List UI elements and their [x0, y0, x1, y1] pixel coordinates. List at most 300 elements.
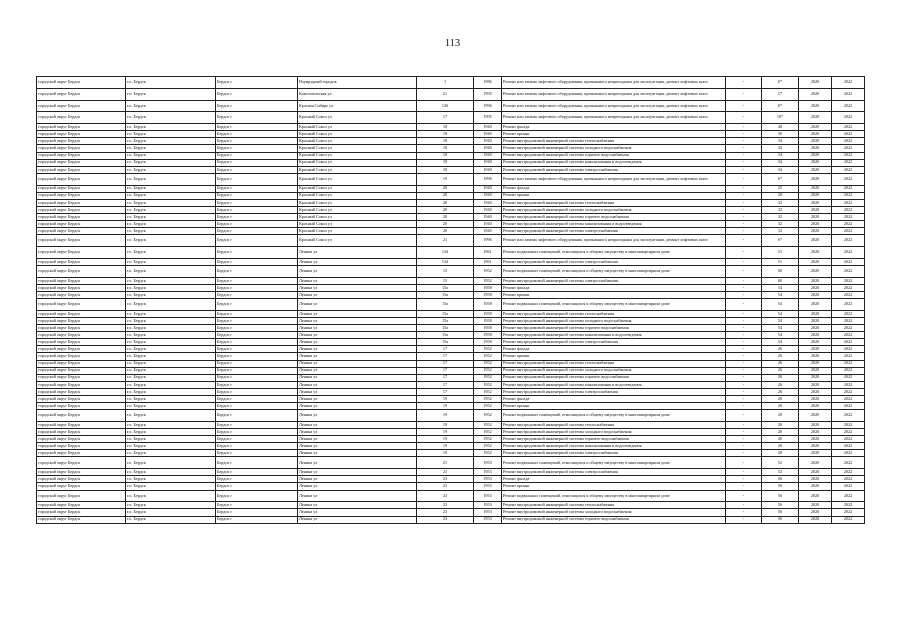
build-year-cell: 1952 [474, 436, 502, 443]
work-type-cell: Ремонт фасада [502, 346, 726, 353]
district-cell: г.о. Бердск [126, 469, 216, 476]
value-cell: 40 [762, 124, 799, 131]
house-number-cell: 18 [417, 131, 474, 138]
end-year-cell: 2022 [832, 395, 865, 402]
settlement-cell: Бердск г [216, 100, 298, 112]
street-cell: Ленина ул [298, 381, 417, 388]
municipality-cell: городской округ Бердск [37, 291, 126, 298]
end-year-cell: 2022 [832, 483, 865, 490]
start-year-cell: 2020 [799, 77, 832, 89]
district-cell: г.о. Бердск [126, 159, 216, 166]
district-cell: г.о. Бердск [126, 490, 216, 502]
municipality-cell: городской округ Бердск [37, 206, 126, 213]
street-cell: Ленина ул [298, 429, 417, 436]
settlement-cell: Бердск г [216, 457, 298, 469]
settlement-cell: Бердск г [216, 124, 298, 131]
build-year-cell: 1952 [474, 265, 502, 277]
end-year-cell: 2022 [832, 166, 865, 173]
end-year-cell: 2022 [832, 367, 865, 374]
work-type-cell: Ремонт внутридомовой инженерной системы теплоснабжения [502, 310, 726, 317]
work-type-cell: Ремонт внутридомовой инженерной системы канализования и водоотведения [502, 159, 726, 166]
dash-cell: - [726, 152, 762, 159]
district-cell: г.о. Бердск [126, 429, 216, 436]
house-number-cell: 20 [417, 221, 474, 228]
settlement-cell: Бердск г [216, 332, 298, 339]
house-number-cell: 17 [417, 360, 474, 367]
municipality-cell: городской округ Бердск [37, 166, 126, 173]
value-cell: 26 [762, 388, 799, 395]
house-number-cell: 17 [417, 374, 474, 381]
value-cell: 51 [762, 258, 799, 265]
table-row [37, 131, 865, 138]
street-cell: Ленина ул [298, 516, 417, 523]
district-cell: г.о. Бердск [126, 388, 216, 395]
dash-cell: - [726, 228, 762, 235]
district-cell: г.о. Бердск [126, 228, 216, 235]
street-cell: Ленина ул [298, 457, 417, 469]
settlement-cell: Бердск г [216, 360, 298, 367]
start-year-cell: 2020 [799, 88, 832, 100]
dash-cell: - [726, 381, 762, 388]
value-cell: 6* [762, 77, 799, 89]
settlement-cell: Бердск г [216, 145, 298, 152]
work-type-cell: Ремонт подвальных помещений, относящихся к общему имуществу в многоквартирном доме [502, 490, 726, 502]
build-year-cell: 1958 [474, 325, 502, 332]
value-cell: 32 [762, 206, 799, 213]
settlement-cell: Бердск г [216, 235, 298, 247]
house-number-cell: 23 [417, 509, 474, 516]
dash-cell: - [726, 395, 762, 402]
house-number-cell: 134 [417, 258, 474, 265]
street-cell: Ленина ул [298, 469, 417, 476]
end-year-cell: 2022 [832, 112, 865, 124]
table-row [37, 469, 865, 476]
end-year-cell: 2022 [832, 173, 865, 185]
build-year-cell: 1940 [474, 166, 502, 173]
settlement-cell: Бердск г [216, 152, 298, 159]
dash-cell: - [726, 131, 762, 138]
settlement-cell: Бердск г [216, 258, 298, 265]
work-type-cell: Ремонт внутридомовой инженерной системы электроснабжения [502, 450, 726, 457]
value-cell: 20 [762, 410, 799, 422]
build-year-cell: 1940 [474, 145, 502, 152]
start-year-cell: 2020 [799, 469, 832, 476]
work-type-cell: Ремонт внутридомовой инженерной системы горячего водоснабжения [502, 214, 726, 221]
start-year-cell: 2020 [799, 374, 832, 381]
start-year-cell: 2020 [799, 332, 832, 339]
municipality-cell: городской округ Бердск [37, 410, 126, 422]
start-year-cell: 2020 [799, 214, 832, 221]
street-cell: Красный Сокол ул [298, 221, 417, 228]
settlement-cell: Бердск г [216, 185, 298, 192]
end-year-cell: 2022 [832, 509, 865, 516]
table-row [37, 206, 865, 213]
dash-cell: - [726, 450, 762, 457]
table-row [37, 403, 865, 410]
end-year-cell: 2022 [832, 88, 865, 100]
settlement-cell: Бердск г [216, 443, 298, 450]
house-number-cell: 20 [417, 192, 474, 199]
dash-cell: - [726, 214, 762, 221]
municipality-cell: городской округ Бердск [37, 299, 126, 311]
house-number-cell: 19 [417, 436, 474, 443]
municipality-cell: городской округ Бердск [37, 421, 126, 428]
settlement-cell: Бердск г [216, 173, 298, 185]
dash-cell: - [726, 332, 762, 339]
district-cell: г.о. Бердск [126, 436, 216, 443]
table-row [37, 325, 865, 332]
work-type-cell: Ремонт внутридомовой инженерной системы электроснабжения [502, 469, 726, 476]
street-cell: Ленина ул [298, 476, 417, 483]
district-cell: г.о. Бердск [126, 476, 216, 483]
house-number-cell: 15 [417, 265, 474, 277]
district-cell: г.о. Бердск [126, 100, 216, 112]
page-number: 113 [444, 38, 461, 49]
start-year-cell: 2020 [799, 131, 832, 138]
district-cell: г.о. Бердск [126, 166, 216, 173]
work-type-cell: Ремонт крыши [502, 403, 726, 410]
house-number-cell: 18 [417, 159, 474, 166]
dash-cell: - [726, 443, 762, 450]
table-row [37, 258, 865, 265]
work-type-cell: Ремонт крыши [502, 192, 726, 199]
dash-cell: - [726, 403, 762, 410]
table-row [37, 450, 865, 457]
district-cell: г.о. Бердск [126, 310, 216, 317]
build-year-cell: 1953 [474, 509, 502, 516]
build-year-cell: 1940 [474, 124, 502, 131]
start-year-cell: 2020 [799, 228, 832, 235]
table-row [37, 457, 865, 469]
start-year-cell: 2020 [799, 277, 832, 284]
street-cell: Ленина ул [298, 310, 417, 317]
district-cell: г.о. Бердск [126, 346, 216, 353]
start-year-cell: 2020 [799, 516, 832, 523]
dash-cell: - [726, 206, 762, 213]
house-number-cell: 15 [417, 277, 474, 284]
end-year-cell: 2022 [832, 502, 865, 509]
value-cell: 56 [762, 476, 799, 483]
settlement-cell: Бердск г [216, 450, 298, 457]
work-type-cell: Ремонт внутридомовой инженерной системы канализования и водоотведения [502, 443, 726, 450]
district-cell: г.о. Бердск [126, 291, 216, 298]
table-row [37, 221, 865, 228]
house-number-cell: 18 [417, 152, 474, 159]
district-cell: г.о. Бердск [126, 206, 216, 213]
value-cell: 54 [762, 332, 799, 339]
municipality-cell: городской округ Бердск [37, 457, 126, 469]
street-cell: Ленина ул [298, 367, 417, 374]
dash-cell: - [726, 339, 762, 346]
work-type-cell: Ремонт крыши [502, 353, 726, 360]
work-type-cell: Ремонт или замена лифтового оборудования, признанного непригодным для эксплуатации, ремонт лифтовых шахт [502, 88, 726, 100]
district-cell: г.о. Бердск [126, 367, 216, 374]
district-cell: г.о. Бердск [126, 317, 216, 324]
table-row [37, 277, 865, 284]
municipality-cell: городской округ Бердск [37, 483, 126, 490]
build-year-cell: 1953 [474, 483, 502, 490]
dash-cell: - [726, 317, 762, 324]
dash-cell: - [726, 173, 762, 185]
build-year-cell: 1953 [474, 502, 502, 509]
house-number-cell: 17 [417, 112, 474, 124]
house-number-cell: 17 [417, 381, 474, 388]
work-type-cell: Ремонт или замена лифтового оборудования, признанного непригодным для эксплуатации, ремонт лифтовых шахт [502, 112, 726, 124]
district-cell: г.о. Бердск [126, 443, 216, 450]
build-year-cell: 1958 [474, 310, 502, 317]
municipality-cell: городской округ Бердск [37, 159, 126, 166]
dash-cell: - [726, 469, 762, 476]
value-cell: 60 [762, 265, 799, 277]
value-cell: 20 [762, 450, 799, 457]
district-cell: г.о. Бердск [126, 299, 216, 311]
dash-cell: - [726, 483, 762, 490]
end-year-cell: 2022 [832, 138, 865, 145]
end-year-cell: 2022 [832, 421, 865, 428]
street-cell: Ленина ул [298, 325, 417, 332]
start-year-cell: 2020 [799, 509, 832, 516]
settlement-cell: Бердск г [216, 228, 298, 235]
municipality-cell: городской округ Бердск [37, 88, 126, 100]
end-year-cell: 2022 [832, 124, 865, 131]
municipality-cell: городской округ Бердск [37, 374, 126, 381]
street-cell: Ленина ул [298, 421, 417, 428]
work-type-cell: Ремонт внутридомовой инженерной системы электроснабжения [502, 258, 726, 265]
settlement-cell: Бердск г [216, 346, 298, 353]
build-year-cell: 1952 [474, 381, 502, 388]
district-cell: г.о. Бердск [126, 199, 216, 206]
district-cell: г.о. Бердск [126, 192, 216, 199]
table-row [37, 476, 865, 483]
value-cell: 17 [762, 88, 799, 100]
end-year-cell: 2022 [832, 100, 865, 112]
table-row [37, 490, 865, 502]
street-cell: Красный Сокол ул [298, 214, 417, 221]
build-year-cell: 1958 [474, 291, 502, 298]
start-year-cell: 2020 [799, 173, 832, 185]
street-cell: Красный Сокол ул [298, 112, 417, 124]
start-year-cell: 2020 [799, 166, 832, 173]
work-type-cell: Ремонт внутридомовой инженерной системы горячего водоснабжения [502, 152, 726, 159]
end-year-cell: 2022 [832, 332, 865, 339]
end-year-cell: 2022 [832, 516, 865, 523]
dash-cell: - [726, 374, 762, 381]
settlement-cell: Бердск г [216, 221, 298, 228]
street-cell: Ленина ул [298, 360, 417, 367]
municipality-cell: городской округ Бердск [37, 516, 126, 523]
start-year-cell: 2020 [799, 299, 832, 311]
value-cell: 20 [762, 395, 799, 402]
value-cell: 56 [762, 483, 799, 490]
end-year-cell: 2022 [832, 469, 865, 476]
build-year-cell: 1940 [474, 159, 502, 166]
dash-cell: - [726, 145, 762, 152]
dash-cell: - [726, 192, 762, 199]
house-number-cell: 18 [417, 124, 474, 131]
municipality-cell: городской округ Бердск [37, 429, 126, 436]
end-year-cell: 2022 [832, 317, 865, 324]
street-cell: Ленина ул [298, 450, 417, 457]
district-cell: г.о. Бердск [126, 502, 216, 509]
work-type-cell: Ремонт фасада [502, 124, 726, 131]
work-type-cell: Ремонт внутридомовой инженерной системы холодного водоснабжения [502, 429, 726, 436]
municipality-cell: городской округ Бердск [37, 214, 126, 221]
district-cell: г.о. Бердск [126, 381, 216, 388]
build-year-cell: 1952 [474, 360, 502, 367]
table-row [37, 429, 865, 436]
municipality-cell: городской округ Бердск [37, 124, 126, 131]
value-cell: 54 [762, 325, 799, 332]
settlement-cell: Бердск г [216, 247, 298, 259]
municipality-cell: городской округ Бердск [37, 228, 126, 235]
street-cell: Красный Сокол ул [298, 173, 417, 185]
house-number-cell: 134 [417, 247, 474, 259]
start-year-cell: 2020 [799, 483, 832, 490]
end-year-cell: 2022 [832, 265, 865, 277]
house-number-cell: 20 [417, 228, 474, 235]
end-year-cell: 2022 [832, 277, 865, 284]
table-row [37, 381, 865, 388]
table-row [37, 509, 865, 516]
end-year-cell: 2022 [832, 77, 865, 89]
street-cell: Красный Сокол ул [298, 145, 417, 152]
build-year-cell: 1961 [474, 247, 502, 259]
settlement-cell: Бердск г [216, 374, 298, 381]
end-year-cell: 2022 [832, 436, 865, 443]
build-year-cell: 1952 [474, 395, 502, 402]
street-cell: Ленина ул [298, 346, 417, 353]
work-type-cell: Ремонт внутридомовой инженерной системы теплоснабжения [502, 502, 726, 509]
end-year-cell: 2022 [832, 235, 865, 247]
start-year-cell: 2020 [799, 443, 832, 450]
dash-cell: - [726, 258, 762, 265]
build-year-cell: 1961 [474, 258, 502, 265]
settlement-cell: Бердск г [216, 469, 298, 476]
house-number-cell: 21 [417, 235, 474, 247]
dash-cell: - [726, 299, 762, 311]
end-year-cell: 2022 [832, 429, 865, 436]
value-cell: 60 [762, 277, 799, 284]
value-cell: 34 [762, 152, 799, 159]
settlement-cell: Бердск г [216, 490, 298, 502]
municipality-cell: городской округ Бердск [37, 173, 126, 185]
settlement-cell: Бердск г [216, 138, 298, 145]
dash-cell: - [726, 124, 762, 131]
district-cell: г.о. Бердск [126, 325, 216, 332]
work-type-cell: Ремонт подвальных помещений, относящихся к общему имуществу в многоквартирном доме [502, 247, 726, 259]
street-cell: Красный Сокол ул [298, 159, 417, 166]
street-cell: Ленина ул [298, 410, 417, 422]
start-year-cell: 2020 [799, 476, 832, 483]
end-year-cell: 2022 [832, 476, 865, 483]
table-row [37, 152, 865, 159]
house-number-cell: 20 [417, 214, 474, 221]
end-year-cell: 2022 [832, 403, 865, 410]
value-cell: 26 [762, 346, 799, 353]
start-year-cell: 2020 [799, 325, 832, 332]
dash-cell: - [726, 221, 762, 228]
dash-cell: - [726, 265, 762, 277]
value-cell: 6* [762, 173, 799, 185]
district-cell: г.о. Бердск [126, 509, 216, 516]
house-number-cell: 17 [417, 367, 474, 374]
table-row [37, 421, 865, 428]
municipality-cell: городской округ Бердск [37, 247, 126, 259]
start-year-cell: 2020 [799, 436, 832, 443]
start-year-cell: 2020 [799, 360, 832, 367]
table-row [37, 410, 865, 422]
value-cell: 54 [762, 310, 799, 317]
end-year-cell: 2022 [832, 388, 865, 395]
street-cell: Красная Сибирь ул [298, 100, 417, 112]
settlement-cell: Бердск г [216, 112, 298, 124]
value-cell: 10* [762, 112, 799, 124]
table-row [37, 112, 865, 124]
value-cell: 56 [762, 509, 799, 516]
start-year-cell: 2020 [799, 206, 832, 213]
start-year-cell: 2020 [799, 159, 832, 166]
end-year-cell: 2022 [832, 410, 865, 422]
value-cell: 34 [762, 138, 799, 145]
build-year-cell: 1940 [474, 221, 502, 228]
house-number-cell: 18 [417, 145, 474, 152]
street-cell: Ленина ул [298, 443, 417, 450]
value-cell: 26 [762, 381, 799, 388]
build-year-cell: 1996 [474, 173, 502, 185]
work-type-cell: Ремонт внутридомовой инженерной системы канализования и водоотведения [502, 332, 726, 339]
street-cell: Красный Сокол ул [298, 192, 417, 199]
table-row [37, 346, 865, 353]
build-year-cell: 1952 [474, 346, 502, 353]
municipality-cell: городской округ Бердск [37, 145, 126, 152]
end-year-cell: 2022 [832, 490, 865, 502]
municipality-cell: городской округ Бердск [37, 235, 126, 247]
street-cell: Красный Сокол ул [298, 235, 417, 247]
work-type-cell: Ремонт подвальных помещений, относящихся к общему имуществу в многоквартирном доме [502, 265, 726, 277]
settlement-cell: Бердск г [216, 192, 298, 199]
street-cell: Ленина ул [298, 284, 417, 291]
start-year-cell: 2020 [799, 258, 832, 265]
work-type-cell: Ремонт подвальных помещений, относящихся к общему имуществу в многоквартирном доме [502, 457, 726, 469]
start-year-cell: 2020 [799, 310, 832, 317]
district-cell: г.о. Бердск [126, 457, 216, 469]
settlement-cell: Бердск г [216, 410, 298, 422]
build-year-cell: 1958 [474, 299, 502, 311]
end-year-cell: 2022 [832, 310, 865, 317]
end-year-cell: 2022 [832, 206, 865, 213]
municipality-cell: городской округ Бердск [37, 138, 126, 145]
settlement-cell: Бердск г [216, 395, 298, 402]
street-cell: Ленина ул [298, 374, 417, 381]
street-cell: Ленина ул [298, 277, 417, 284]
end-year-cell: 2022 [832, 353, 865, 360]
work-type-cell: Ремонт внутридомовой инженерной системы теплоснабжения [502, 360, 726, 367]
start-year-cell: 2020 [799, 490, 832, 502]
table-row [37, 166, 865, 173]
start-year-cell: 2020 [799, 138, 832, 145]
value-cell: 6* [762, 100, 799, 112]
end-year-cell: 2022 [832, 450, 865, 457]
settlement-cell: Бердск г [216, 516, 298, 523]
house-number-cell: 20 [417, 199, 474, 206]
house-number-cell: 19 [417, 173, 474, 185]
street-cell: Ленина ул [298, 291, 417, 298]
build-year-cell: 1953 [474, 516, 502, 523]
build-year-cell: 1952 [474, 410, 502, 422]
value-cell: 26 [762, 374, 799, 381]
work-type-cell: Ремонт внутридомовой инженерной системы горячего водоснабжения [502, 374, 726, 381]
start-year-cell: 2020 [799, 152, 832, 159]
